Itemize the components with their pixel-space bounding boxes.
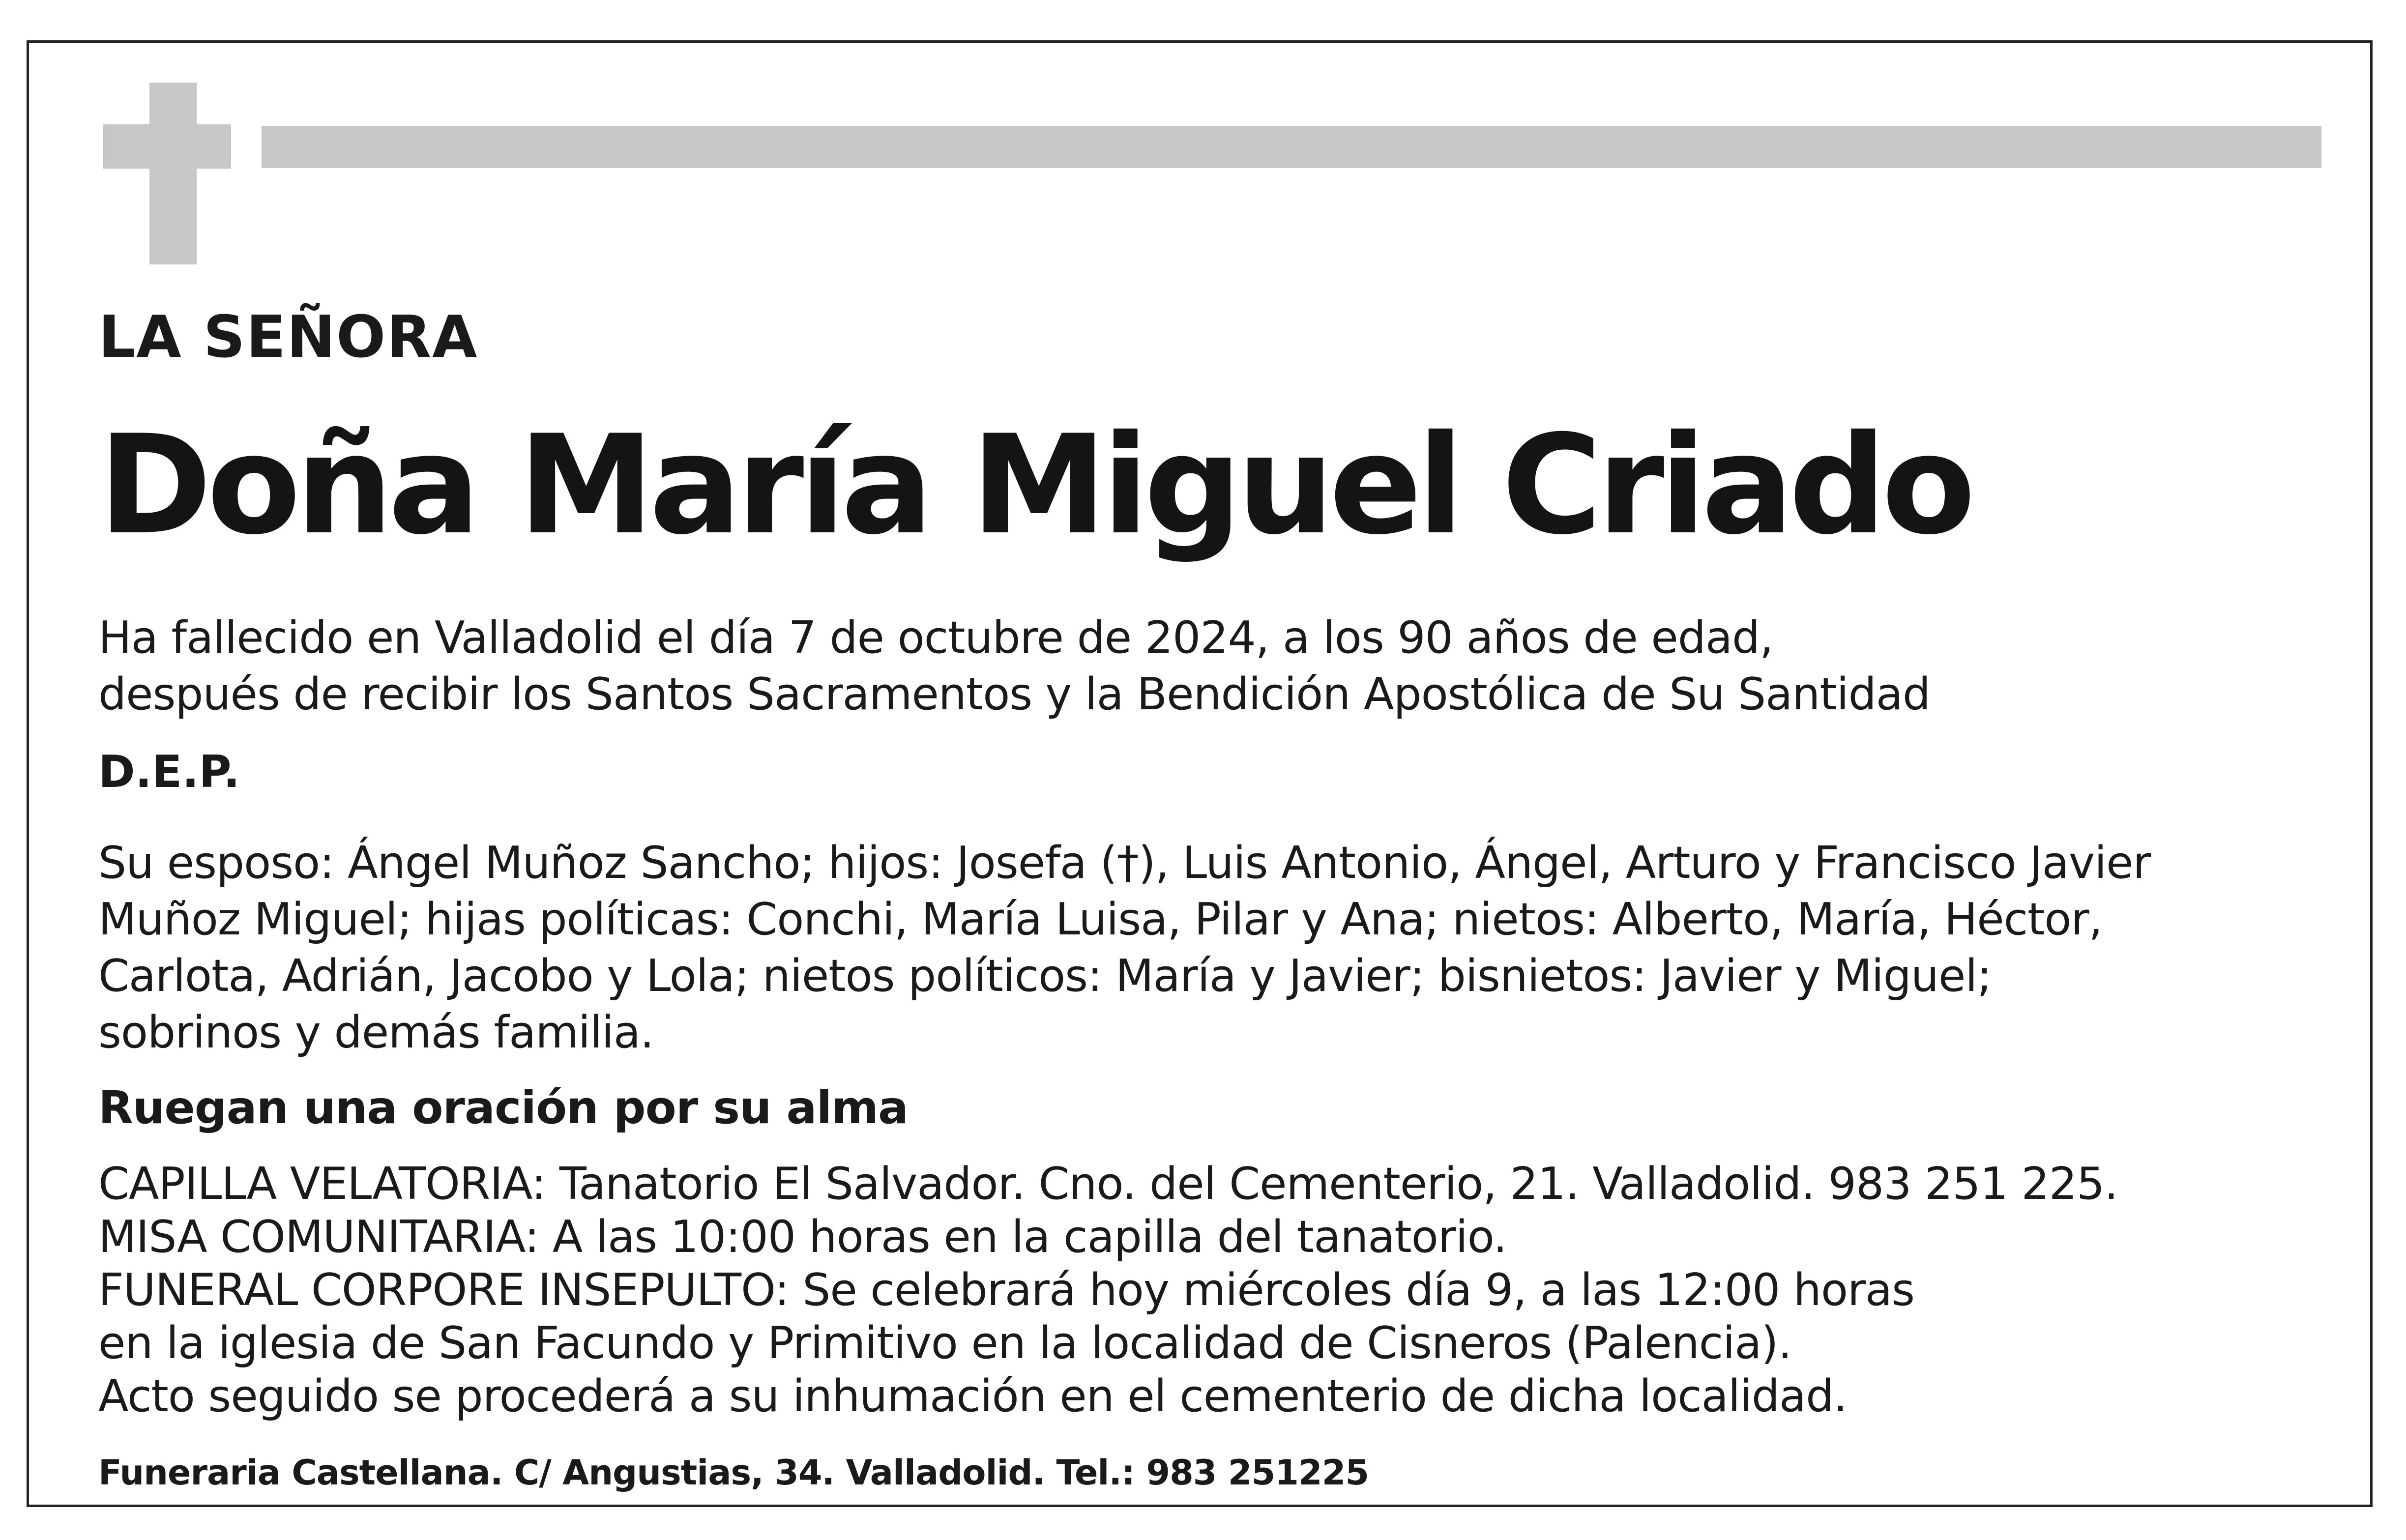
service-details	[98, 1158, 2118, 1423]
header-rule	[262, 126, 2321, 168]
honorific: LA SEÑORA	[98, 303, 478, 371]
cross-horizontal-bar	[103, 124, 231, 169]
intro-line: Ha fallecido en Valladolid el día 7 de octubre de 2024, a los 90 años de edad,	[98, 612, 1773, 664]
intro-line: después de recibir los Santos Sacramentos y la Bendición Apostólica de Su Santidad	[98, 668, 1931, 720]
family-line: Carlota, Adrián, Jacobo y Lola; nietos políticos: María y Javier; bisnietos: Javier y Miguel;	[98, 950, 1992, 1002]
deceased-name: Doña María Miguel Criado	[98, 406, 1971, 565]
dep-label: D.E.P.	[98, 746, 240, 798]
detail-line: CAPILLA VELATORIA: Tanatorio El Salvador. Cno. del Cementerio, 21. Valladolid. 983 251 225.	[98, 1158, 2118, 1210]
funeral-home-footer: Funeraria Castellana. C/ Angustias, 34. Valladolid. Tel.: 983 251225	[98, 1453, 1369, 1493]
cross-vertical-bar	[149, 83, 197, 264]
family-line: sobrinos y demás familia.	[98, 1007, 654, 1058]
detail-line: en la iglesia de San Facundo y Primitivo en la localidad de Cisneros (Palencia).	[98, 1317, 1792, 1369]
family-line: Su esposo: Ángel Muñoz Sancho; hijos: Josefa (†), Luis Antonio, Ángel, Arturo y Francisco Javier	[98, 837, 2151, 889]
detail-line: MISA COMUNITARIA: A las 10:00 horas en la capilla del tanatorio.	[98, 1211, 1507, 1263]
detail-line: Acto seguido se procederá a su inhumación en el cementerio de dicha localidad.	[98, 1370, 1847, 1422]
detail-line: FUNERAL CORPORE INSEPULTO: Se celebrará hoy miércoles día 9, a las 12:00 horas	[98, 1264, 1915, 1316]
intro-paragraph	[98, 610, 1930, 723]
prayer-heading: Ruegan una oración por su alma	[98, 1081, 909, 1134]
family-line: Muñoz Miguel; hijas políticas: Conchi, María Luisa, Pilar y Ana; nietos: Alberto, María, Héctor,	[98, 894, 2103, 945]
family-paragraph	[98, 835, 2150, 1061]
